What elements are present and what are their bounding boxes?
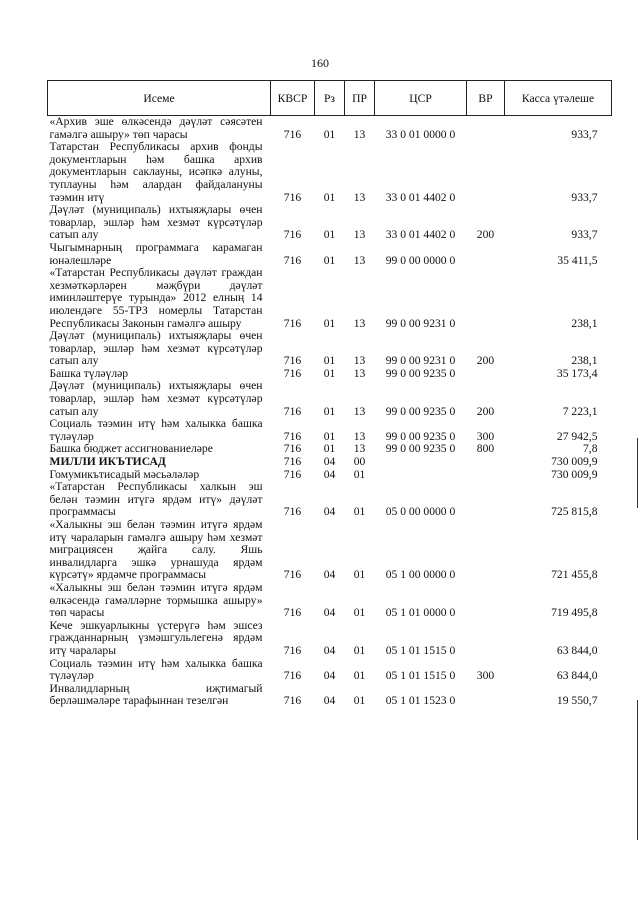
cell-name: «Татарстан Республикасы халкын эш белән тәэмин итүгә ярдәм итү» дәүләт программасы xyxy=(49,480,263,519)
header-kvsr: КВСР xyxy=(271,81,315,116)
cell-kvsr: 716 xyxy=(283,643,302,657)
cell-name: Башка бюджет ассигнованиеләре xyxy=(49,442,213,456)
cell-kvsr: 716 xyxy=(283,404,302,418)
cell-kassa: 719 495,8 xyxy=(551,606,598,620)
cell-csr: 99 0 00 9235 0 xyxy=(385,366,456,380)
cell-csr: 99 0 00 9235 0 xyxy=(385,442,456,456)
scan-edge-line xyxy=(637,700,638,840)
cell-kvsr: 716 xyxy=(283,455,302,469)
cell-vr xyxy=(467,141,505,204)
cell-kassa: 933,7 xyxy=(571,127,598,141)
cell-name: Татарстан Республикасы архив фонды документларын һәм башка архив документларын саклауны, исәпкә алуны, туплауны һәм алардан файдалануны тәэмин итү xyxy=(49,140,263,204)
cell-kassa: 238,1 xyxy=(571,316,598,330)
table-row xyxy=(48,380,612,418)
cell-kvsr: 716 xyxy=(283,467,302,481)
cell-name: Инвалидларның иҗтимагый берләшмәләре тарафыннан тезелгән xyxy=(49,681,263,708)
cell-kvsr: 716 xyxy=(283,669,302,683)
cell-rz: 01 xyxy=(323,316,336,330)
cell-vr xyxy=(467,582,505,620)
cell-rz: 01 xyxy=(323,190,336,204)
cell-csr: 33 0 01 4402 0 xyxy=(385,228,456,242)
cell-rz: 01 xyxy=(323,404,336,418)
cell-kassa: 7 223,1 xyxy=(562,404,598,418)
cell-pr: 01 xyxy=(353,505,366,519)
cell-rz: 04 xyxy=(323,568,336,582)
cell-kassa: 63 844,0 xyxy=(556,643,598,657)
cell-rz: 01 xyxy=(323,127,336,141)
cell-kassa: 27 942,5 xyxy=(556,429,598,443)
cell-name: Башка түләүләр xyxy=(49,366,129,380)
cell-kassa: 63 844,0 xyxy=(556,669,598,683)
table-row xyxy=(48,116,612,142)
cell-kassa: 725 815,8 xyxy=(551,505,598,519)
cell-csr: 05 1 00 0000 0 xyxy=(385,568,456,582)
cell-pr: 01 xyxy=(353,643,366,657)
cell-csr: 05 1 01 1515 0 xyxy=(385,643,456,657)
cell-csr: 33 0 01 0000 0 xyxy=(385,127,456,141)
table-row xyxy=(48,683,612,708)
cell-name: Кече эшкуарлыкны үстерүгә һәм эшсез гражданнарның үзмәшгульлегенә ярдәм итү чаралары xyxy=(49,618,263,657)
cell-name: Дәүләт (муниципаль) ихтыяҗлары өчен товарлар, эшләр һәм хезмәт күрсәтүләр сатып алу xyxy=(49,329,263,368)
cell-kvsr: 716 xyxy=(283,366,302,380)
cell-kvsr: 716 xyxy=(283,316,302,330)
table-header-row xyxy=(48,81,612,116)
cell-rz: 01 xyxy=(323,354,336,368)
cell-vr: 200 xyxy=(476,404,495,418)
cell-vr xyxy=(467,683,505,708)
table-row xyxy=(48,418,612,443)
header-vr: ВР xyxy=(467,81,505,116)
cell-vr xyxy=(467,242,505,267)
cell-csr: 05 1 01 0000 0 xyxy=(385,606,456,620)
cell-pr: 13 xyxy=(353,127,366,141)
cell-name: «Татарстан Республикасы дәүләт граждан хезмәткәрләрен мәҗбүри дәүләт иминләштерүе турында» 2012 елның 14 июлендәге 55-ТРЗ номерлы Татарстан Республикасы Законын гамәлгә ашыру xyxy=(49,266,263,330)
cell-pr: 13 xyxy=(353,442,366,456)
table-row xyxy=(48,582,612,620)
cell-vr: 200 xyxy=(476,228,495,242)
cell-pr: 00 xyxy=(353,455,366,469)
cell-vr: 800 xyxy=(476,442,495,456)
cell-kassa: 35 173,4 xyxy=(556,366,598,380)
table-row xyxy=(48,519,612,582)
cell-vr xyxy=(467,620,505,658)
table-row xyxy=(48,141,612,204)
scan-edge-line xyxy=(637,438,638,508)
cell-kvsr: 716 xyxy=(283,505,302,519)
cell-kvsr: 716 xyxy=(283,442,302,456)
cell-vr xyxy=(467,519,505,582)
budget-table xyxy=(47,80,612,708)
cell-rz: 04 xyxy=(323,455,336,469)
header-rz: Рз xyxy=(315,81,345,116)
cell-rz: 04 xyxy=(323,694,336,708)
cell-csr: 05 1 01 1515 0 xyxy=(385,669,456,683)
cell-pr: 01 xyxy=(353,606,366,620)
cell-rz: 01 xyxy=(323,253,336,267)
cell-pr: 13 xyxy=(353,404,366,418)
cell-name: Социаль тәэмин итү һәм халыкка башка түләүләр xyxy=(49,656,263,683)
cell-csr: 05 1 01 1523 0 xyxy=(385,694,456,708)
cell-rz: 01 xyxy=(323,442,336,456)
cell-vr xyxy=(467,481,505,519)
cell-csr: 05 0 00 0000 0 xyxy=(385,505,456,519)
cell-vr xyxy=(467,116,505,142)
cell-rz: 01 xyxy=(323,429,336,443)
cell-csr: 99 0 00 9235 0 xyxy=(385,404,456,418)
cell-pr: 13 xyxy=(353,354,366,368)
table-row xyxy=(48,267,612,330)
cell-name: «Халыкны эш белән тәэмин итүгә ярдәм итү чараларын гамәлгә ашыру һәм хезмәт миграциясен җайга салу. Яшь инвалидларга эшкә урнашуда ярдәм күрсәтү» ярдәмче программасы xyxy=(49,518,263,582)
cell-pr: 13 xyxy=(353,429,366,443)
cell-name: «Халыкны эш белән тәэмин итүгә ярдәм өлкәсендә гамәлләрне тормышка ашыру» төп чарасы xyxy=(49,580,263,620)
cell-kassa: 730 009,9 xyxy=(551,467,598,481)
cell-kassa: 730 009,9 xyxy=(551,455,598,469)
header-name: Исеме xyxy=(48,81,271,116)
cell-vr: 300 xyxy=(476,429,495,443)
table-row xyxy=(48,330,612,368)
cell-csr: 99 0 00 9231 0 xyxy=(385,354,456,368)
cell-rz: 04 xyxy=(323,643,336,657)
cell-pr: 13 xyxy=(353,253,366,267)
cell-kvsr: 716 xyxy=(283,127,302,141)
cell-vr xyxy=(467,267,505,330)
cell-vr xyxy=(467,456,505,469)
table-row xyxy=(48,620,612,658)
cell-kvsr: 716 xyxy=(283,606,302,620)
cell-vr: 300 xyxy=(476,669,495,683)
cell-vr xyxy=(467,368,505,381)
cell-kassa: 7,8 xyxy=(583,442,598,456)
cell-name: Социаль тәэмин итү һәм халыкка башка түләүләр xyxy=(49,417,263,443)
cell-pr: 13 xyxy=(353,190,366,204)
cell-name: Чыгымнарның программага карамаган юнәлешләре xyxy=(49,240,263,267)
cell-kvsr: 716 xyxy=(283,429,302,443)
cell-kassa: 35 411,5 xyxy=(557,253,598,267)
cell-kassa: 933,7 xyxy=(571,228,598,242)
cell-csr xyxy=(375,469,467,482)
cell-csr xyxy=(375,456,467,469)
header-kassa: Касса үтәлеше xyxy=(505,81,612,116)
page-number: 160 xyxy=(311,56,329,70)
table-row xyxy=(48,204,612,242)
cell-rz: 04 xyxy=(323,505,336,519)
table-row xyxy=(48,242,612,267)
cell-pr: 01 xyxy=(353,467,366,481)
cell-kassa: 933,7 xyxy=(571,190,598,204)
cell-name: Гомумикътисадый мәсьәләләр xyxy=(49,467,200,481)
cell-pr: 13 xyxy=(353,366,366,380)
cell-rz: 01 xyxy=(323,366,336,380)
cell-kvsr: 716 xyxy=(283,228,302,242)
cell-pr: 01 xyxy=(353,568,366,582)
cell-name: Дәүләт (муниципаль) ихтыяҗлары өчен товарлар, эшләр һәм хезмәт күрсәтүләр сатып алу xyxy=(49,379,263,418)
cell-csr: 33 0 01 4402 0 xyxy=(385,190,456,204)
cell-name: МИЛЛИ ИКЪТИСАД xyxy=(49,455,166,469)
cell-csr: 99 0 00 0000 0 xyxy=(385,253,456,267)
cell-kvsr: 716 xyxy=(283,568,302,582)
cell-name: Дәүләт (муниципаль) ихтыяҗлары өчен товарлар, эшләр һәм хезмәт күрсәтүләр сатып алу xyxy=(49,203,263,242)
table-row xyxy=(48,481,612,519)
cell-kvsr: 716 xyxy=(283,694,302,708)
cell-kvsr: 716 xyxy=(283,354,302,368)
cell-rz: 04 xyxy=(323,606,336,620)
cell-vr: 200 xyxy=(476,354,495,368)
table-row xyxy=(48,456,612,469)
cell-kassa: 238,1 xyxy=(571,354,598,368)
cell-pr: 13 xyxy=(353,316,366,330)
cell-rz: 04 xyxy=(323,467,336,481)
cell-vr xyxy=(467,469,505,482)
cell-pr: 01 xyxy=(353,694,366,708)
cell-kassa: 19 550,7 xyxy=(556,694,598,708)
header-csr: ЦСР xyxy=(375,81,467,116)
cell-kassa: 721 455,8 xyxy=(551,568,598,582)
cell-rz: 01 xyxy=(323,228,336,242)
cell-name: «Архив эше өлкәсендә дәүләт сәясәтен гамәлгә ашыру» төп чарасы xyxy=(49,115,263,141)
table-row xyxy=(48,658,612,683)
cell-csr: 99 0 00 9235 0 xyxy=(385,429,456,443)
cell-csr: 99 0 00 9231 0 xyxy=(385,316,456,330)
cell-pr: 13 xyxy=(353,228,366,242)
cell-rz: 04 xyxy=(323,669,336,683)
header-pr: ПР xyxy=(345,81,375,116)
cell-kvsr: 716 xyxy=(283,190,302,204)
cell-kvsr: 716 xyxy=(283,253,302,267)
cell-pr: 01 xyxy=(353,669,366,683)
